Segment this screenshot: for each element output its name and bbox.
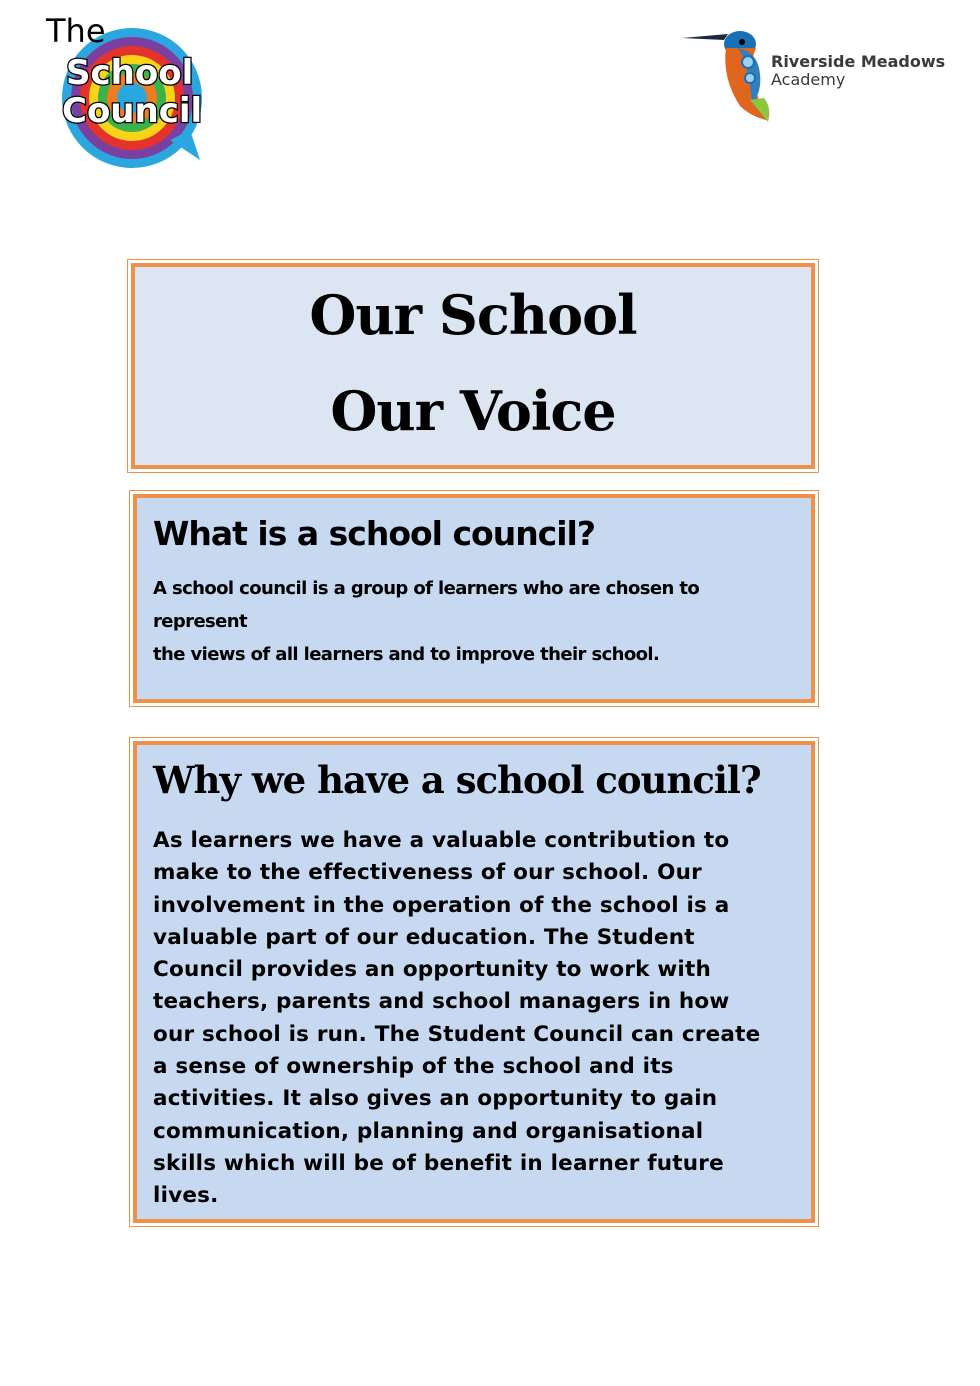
- school-council-logo-icon: [40, 10, 210, 170]
- why-line: valuable part of our education. The Student: [153, 924, 695, 950]
- why-body: [153, 825, 795, 1213]
- why-line: make to the effectiveness of our school. Our: [153, 860, 702, 886]
- why-line: skills which will be of benefit in learner future: [153, 1150, 724, 1176]
- why-line: As learners we have a valuable contribution to: [153, 828, 730, 853]
- logo-text-school: School: [66, 53, 194, 93]
- title-box: [131, 263, 815, 469]
- riverside-meadows-logo: [680, 18, 960, 128]
- logo-text-the: The: [46, 12, 106, 50]
- why-line: teachers, parents and school managers in how: [153, 989, 730, 1015]
- brand-name: Riverside Meadows: [771, 52, 946, 71]
- title-line-1: Our School: [309, 283, 637, 347]
- what-line: the views of all learners and to improve their school.: [153, 644, 660, 665]
- why-line: involvement in the operation of the school is a: [153, 892, 730, 918]
- why-heading: Why we have a school council?: [153, 758, 761, 802]
- why-line: Council provides an opportunity to work with: [153, 957, 711, 983]
- what-heading: What is a school council?: [153, 514, 596, 553]
- why-line: our school is run. The Student Council can create: [153, 1021, 761, 1047]
- why-line: communication, planning and organisational: [153, 1118, 704, 1144]
- what-is-school-council-box: [133, 494, 815, 703]
- why-line: a sense of ownership of the school and its: [153, 1054, 674, 1080]
- why-school-council-box: [133, 741, 815, 1223]
- why-line: activities. It also gives an opportunity to gain: [153, 1086, 718, 1112]
- title-line-2: Our Voice: [330, 379, 616, 443]
- what-line: A school council is a group of learners who are chosen to represent: [153, 578, 700, 632]
- logo-text-council: Council: [62, 91, 203, 131]
- brand-subtitle: Academy: [771, 70, 846, 89]
- school-council-logo: [40, 10, 210, 170]
- why-line: lives.: [153, 1183, 219, 1209]
- what-body: [153, 572, 795, 671]
